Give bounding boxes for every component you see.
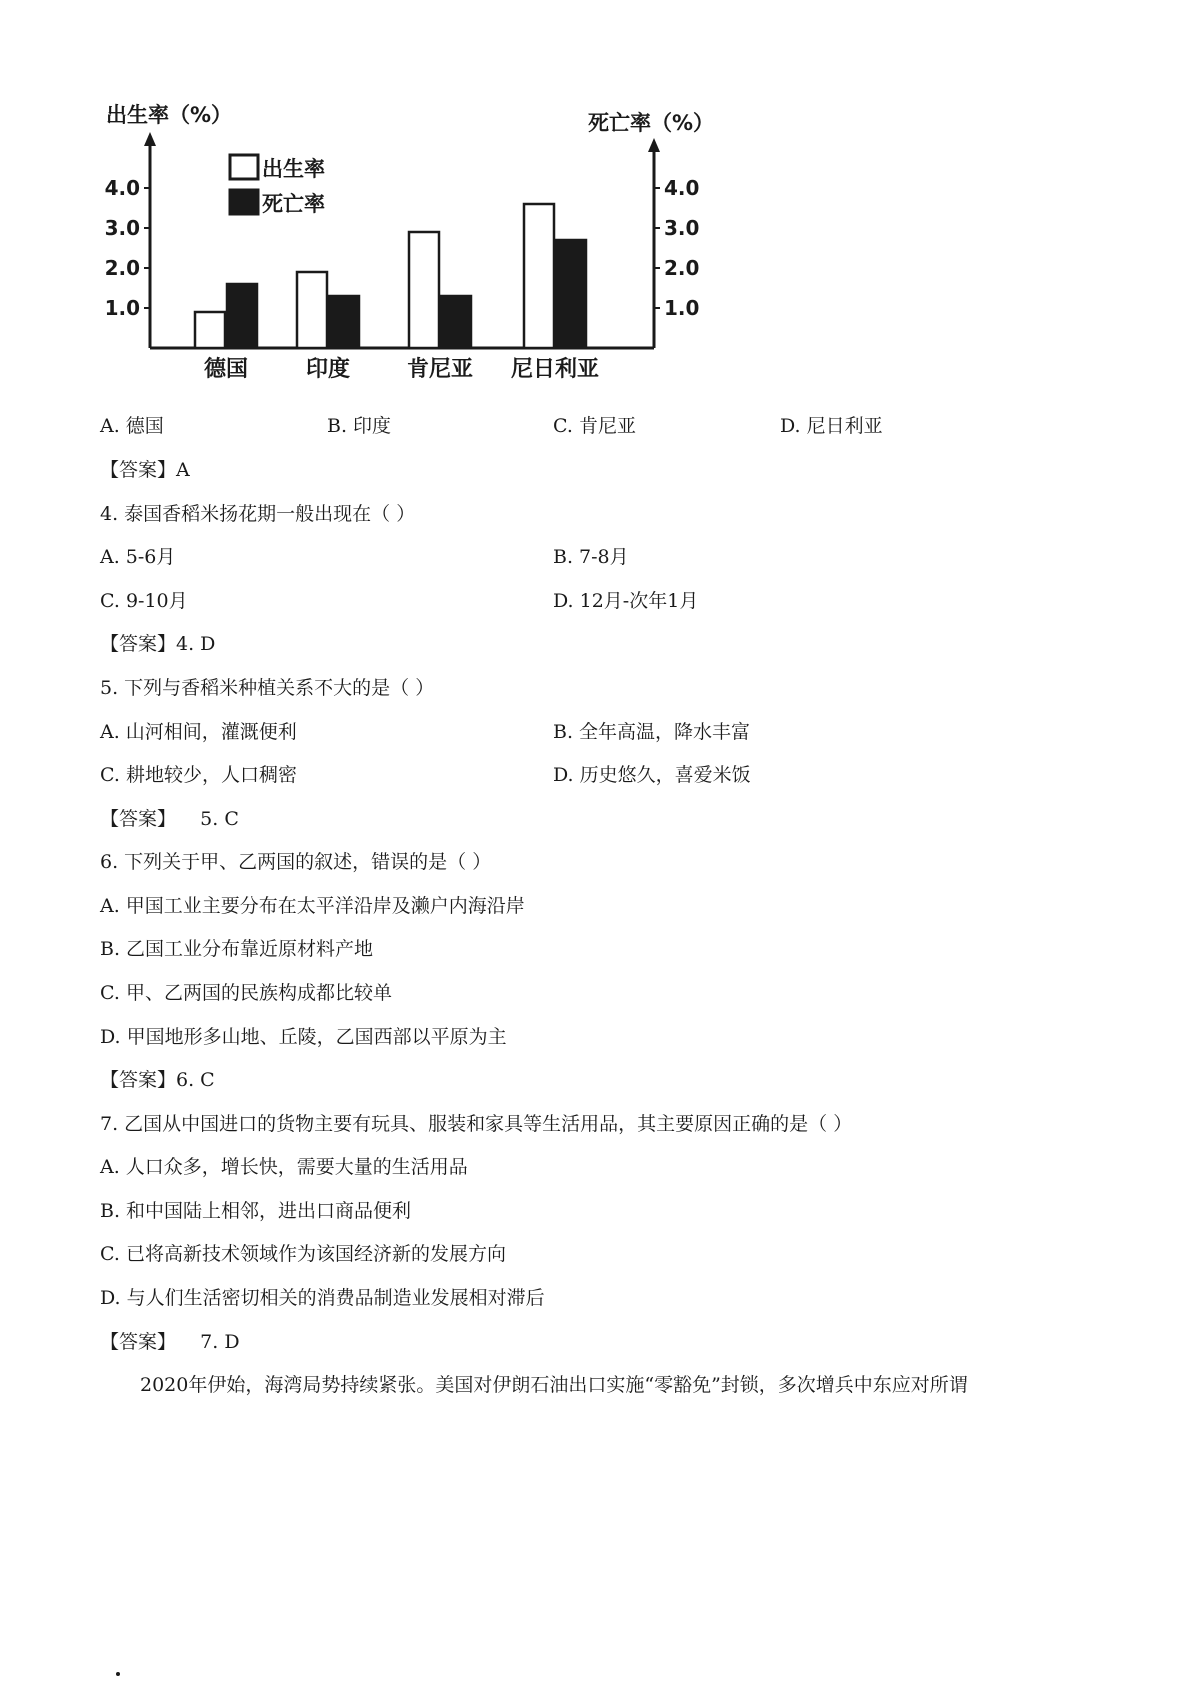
q6-answer: 【答案】6. C <box>100 1069 215 1091</box>
category-label-3: 尼日利亚 <box>510 357 600 382</box>
right-tick-label: 3.0 <box>664 216 700 240</box>
birth-rate-bar-3 <box>524 204 554 348</box>
q4-stem: 4. 泰国香稻米扬花期一般出现在（ ） <box>100 503 416 525</box>
category-label-2: 肯尼亚 <box>406 357 474 382</box>
q7-answer: 【答案】 7. D <box>100 1331 240 1353</box>
death-rate-bar-1 <box>329 296 359 348</box>
left-tick-label: 2.0 <box>104 256 140 280</box>
q7-option-c: C. 已将高新技术领域作为该国经济新的发展方向 <box>100 1243 506 1265</box>
q5-answer: 【答案】 5. C <box>100 808 239 830</box>
q3-option-d: D. 尼日利亚 <box>780 415 883 437</box>
left-tick-label: 4.0 <box>104 176 140 200</box>
legend-birth-swatch <box>230 155 258 179</box>
q3-option-c: C. 肯尼亚 <box>553 415 636 437</box>
q5-option-d: D. 历史悠久，喜爱米饭 <box>553 764 751 786</box>
q3-option-a: A. 德国 <box>100 415 164 437</box>
legend-birth-label: 出生率 <box>262 157 325 181</box>
right-tick-label: 4.0 <box>664 176 700 200</box>
passage-text: 2020年伊始，海湾局势持续紧张。美国对伊朗石油出口实施“零豁免”封锁，多次增兵中东应对所谓 <box>140 1374 968 1396</box>
q6-option-c: C. 甲、乙两国的民族构成都比较单 <box>100 982 392 1004</box>
death-rate-bar-3 <box>556 240 586 348</box>
footer-dot <box>116 1672 120 1676</box>
q6-stem: 6. 下列关于甲、乙两国的叙述，错误的是（ ） <box>100 851 492 873</box>
category-label-1: 印度 <box>305 357 351 382</box>
q3-answer: 【答案】A <box>100 459 190 481</box>
left-axis-label: 出生率（%） <box>106 103 233 127</box>
death-rate-bar-0 <box>227 284 257 348</box>
left-tick-label: 1.0 <box>104 296 140 320</box>
q3-option-b: B. 印度 <box>327 415 392 437</box>
q4-option-c: C. 9-10月 <box>100 590 188 612</box>
death-rate-bar-2 <box>441 296 471 348</box>
q6-option-b: B. 乙国工业分布靠近原材料产地 <box>100 938 374 960</box>
q4-option-a: A. 5-6月 <box>100 546 176 568</box>
q5-option-b: B. 全年高温，降水丰富 <box>553 721 751 743</box>
q5-option-a: A. 山河相间，灌溉便利 <box>100 721 297 743</box>
left-axis-arrow <box>144 132 156 146</box>
q7-option-d: D. 与人们生活密切相关的消费品制造业发展相对滞后 <box>100 1287 545 1309</box>
q4-option-b: B. 7-8月 <box>553 546 629 568</box>
birth-rate-bar-1 <box>297 272 327 348</box>
q4-answer: 【答案】4. D <box>100 633 216 655</box>
category-label-0: 德国 <box>203 357 249 382</box>
legend-death-label: 死亡率 <box>262 192 325 216</box>
q6-option-d: D. 甲国地形多山地、丘陵，乙国西部以平原为主 <box>100 1026 507 1048</box>
left-tick-label: 3.0 <box>104 216 140 240</box>
right-axis-arrow <box>648 138 660 152</box>
q7-stem: 7. 乙国从中国进口的货物主要有玩具、服装和家具等生活用品，其主要原因正确的是（ ） <box>100 1113 853 1135</box>
q4-option-d: D. 12月-次年1月 <box>553 590 699 612</box>
q5-stem: 5. 下列与香稻米种植关系不大的是（ ） <box>100 677 435 699</box>
right-axis-label: 死亡率（%） <box>588 111 715 135</box>
birth-rate-bar-2 <box>409 232 439 348</box>
birth-rate-bar-0 <box>195 312 225 348</box>
q6-option-a: A. 甲国工业主要分布在太平洋沿岸及濑户内海沿岸 <box>100 895 525 917</box>
q5-option-c: C. 耕地较少，人口稠密 <box>100 764 297 786</box>
right-tick-label: 2.0 <box>664 256 700 280</box>
right-tick-label: 1.0 <box>664 296 700 320</box>
q7-option-a: A. 人口众多，增长快，需要大量的生活用品 <box>100 1156 468 1178</box>
legend-death-swatch <box>230 190 258 214</box>
birth-death-rate-chart <box>100 100 740 400</box>
q7-option-b: B. 和中国陆上相邻，进出口商品便利 <box>100 1200 412 1222</box>
